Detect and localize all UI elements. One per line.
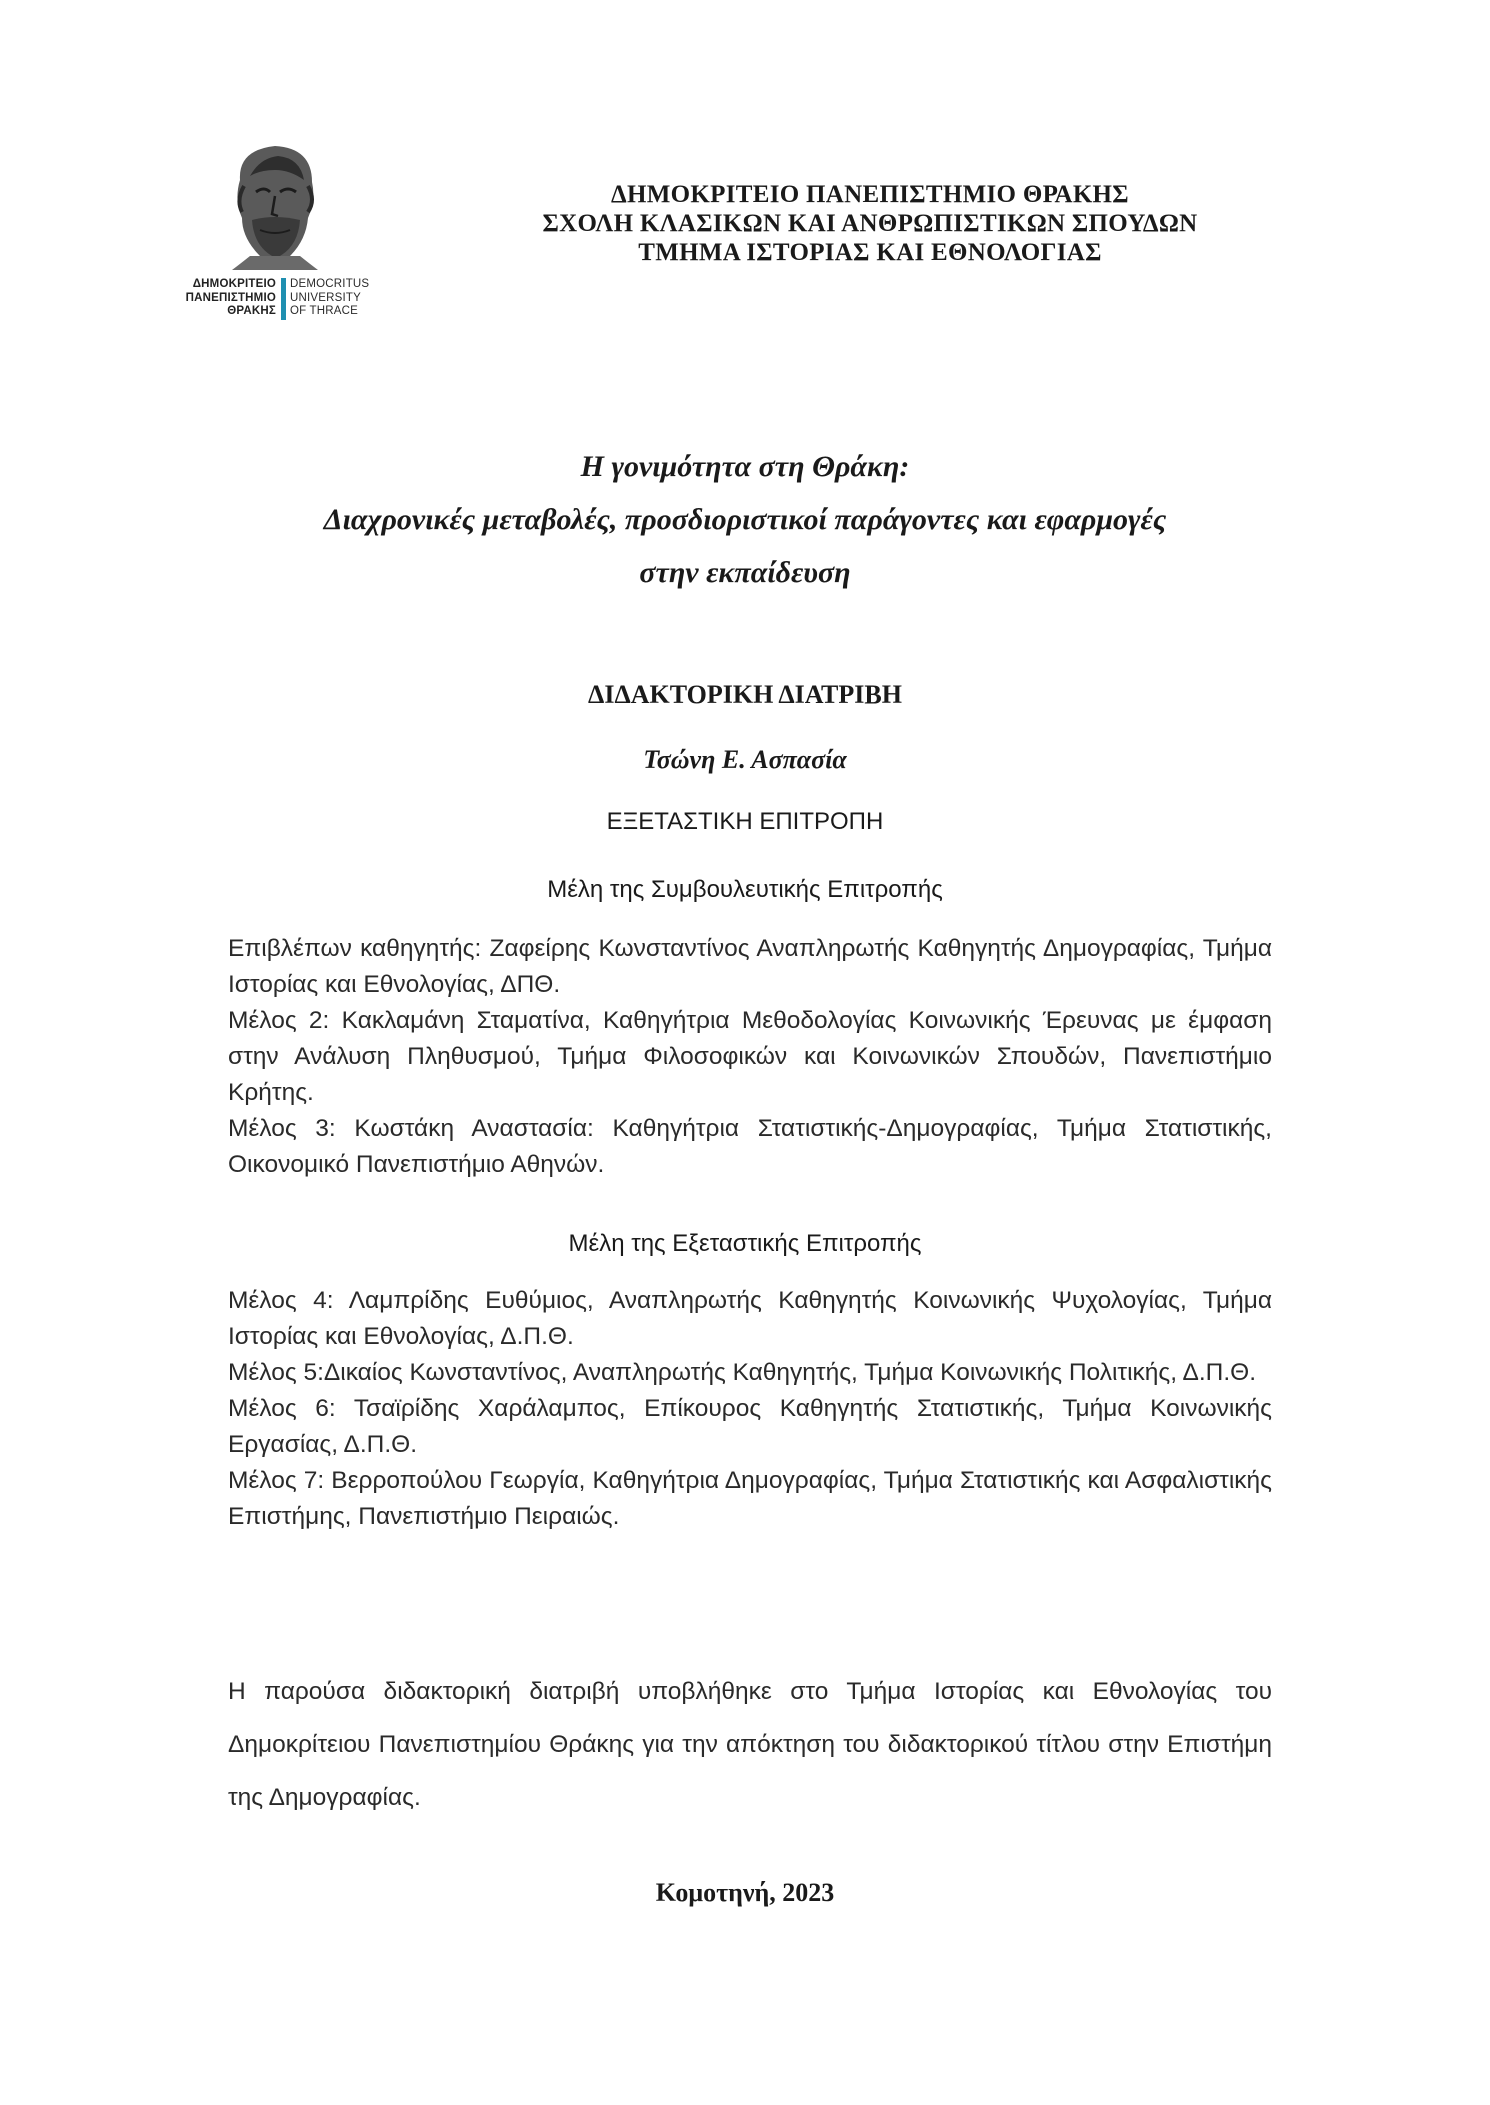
committee-member: Μέλος 7: Βερροπούλου Γεωργία, Καθηγήτρια Δημογραφίας, Τμήμα Στατιστικής και Ασφαλιστικής Επιστήμης, Πανεπιστήμιο Πειραιώς. [228,1467,1272,1530]
department-name: ΤΜΗΜΑ ΙΣΤΟΡΙΑΣ ΚΑΙ ΕΘΝΟΛΟΓΙΑΣ [638,239,1102,266]
logo-english-line: DEMOCRITUS [290,278,370,290]
logo-english-line: OF THRACE [290,305,359,317]
title-line: στην εκπαίδευση [639,556,851,589]
thesis-title [200,440,1290,599]
logo-divider [281,278,286,320]
committee-member: Μέλος 3: Κωστάκη Αναστασία: Καθηγήτρια Στατιστικής-Δημογραφίας, Τμήμα Στατιστικής, Οικονομικό Πανεπιστήμιο Αθηνών. [228,1115,1272,1178]
university-name: ΔΗΜΟΚΡΙΤΕΙΟ ΠΑΝΕΠΙΣΤΗΜΙΟ ΘΡΑΚΗΣ [611,181,1129,208]
submission-statement: Η παρούσα διδακτορική διατριβή υποβλήθηκε στο Τμήμα Ιστορίας και Εθνολογίας του Δημοκρίτειου Πανεπιστημίου Θράκης για την απόκτηση του διδακτορικού τίτλου στην Επιστήμη της Δημογραφίας. [228,1678,1272,1811]
document-type: ΔΙΔΑΚΤΟΡΙΚΗ ΔΙΑΤΡΙΒΗ [588,680,902,709]
committee-member: Μέλος 5:Δικαίος Κωνσταντίνος, Αναπληρωτής Καθηγητής, Τμήμα Κοινωνικής Πολιτικής, Δ.Π.Θ. [228,1359,1257,1386]
examining-members-list [228,1283,1272,1535]
school-name: ΣΧΟΛΗ ΚΛΑΣΙΚΩΝ ΚΑΙ ΑΝΘΡΩΠΙΣΤΙΚΩΝ ΣΠΟΥΔΩΝ [542,210,1198,237]
logo-english-name [290,278,380,319]
university-logo [160,140,375,330]
committee-member: Μέλος 4: Λαμπρίδης Ευθύμιος, Αναπληρωτής Καθηγητής Κοινωνικής Ψυχολογίας, Τμήμα Ιστορίας και Εθνολογίας, Δ.Π.Θ. [228,1287,1272,1350]
examining-committee-heading: Μέλη της Εξεταστικής Επιτροπής [568,1230,922,1257]
logo-greek-line: ΘΡΑΚΗΣ [227,305,276,317]
institution-header [470,180,1270,267]
committee-member: Επιβλέπων καθηγητής: Ζαφείρης Κωνσταντίνος Αναπληρωτής Καθηγητής Δημογραφίας, Τμήμα Ιστορίας και Εθνολογίας, ΔΠΘ. [228,935,1272,998]
advisory-committee-heading: Μέλη της Συμβουλευτικής Επιτροπής [547,876,943,903]
committee-heading: ΕΞΕΤΑΣΤΙΚΗ ΕΠΙΤΡΟΠΗ [606,808,884,835]
logo-greek-line: ΔΗΜΟΚΡΙΤΕΙΟ [192,278,276,290]
logo-greek-line: ΠΑΝΕΠΙΣΤΗΜΙΟ [185,291,276,304]
advisory-members-list [228,931,1272,1183]
committee-member: Μέλος 2: Κακλαμάνη Σταματίνα, Καθηγήτρια Μεθοδολογίας Κοινωνικής Έρευνας με έμφαση στην Ανάλυση Πληθυσμού, Τμήμα Φιλοσοφικών και Κοινωνικών Σπουδών, Πανεπιστήμιο Κρήτης. [228,1007,1272,1106]
logo-greek-name [160,278,276,319]
logo-english-line: UNIVERSITY [290,291,362,304]
democritus-bust-icon [220,140,330,270]
author-name: Τσώνη Ε. Ασπασία [643,745,847,774]
title-line: Διαχρονικές μεταβολές, προσδιοριστικοί παράγοντες και εφαρμογές [323,503,1167,536]
place-date: Κομοτηνή, 2023 [655,1878,835,1907]
committee-member: Μέλος 6: Τσαϊρίδης Χαράλαμπος, Επίκουρος Καθηγητής Στατιστικής, Τμήμα Κοινωνικής Εργασίας, Δ.Π.Θ. [228,1395,1272,1458]
title-line: Η γονιμότητα στη Θράκη: [580,450,910,483]
